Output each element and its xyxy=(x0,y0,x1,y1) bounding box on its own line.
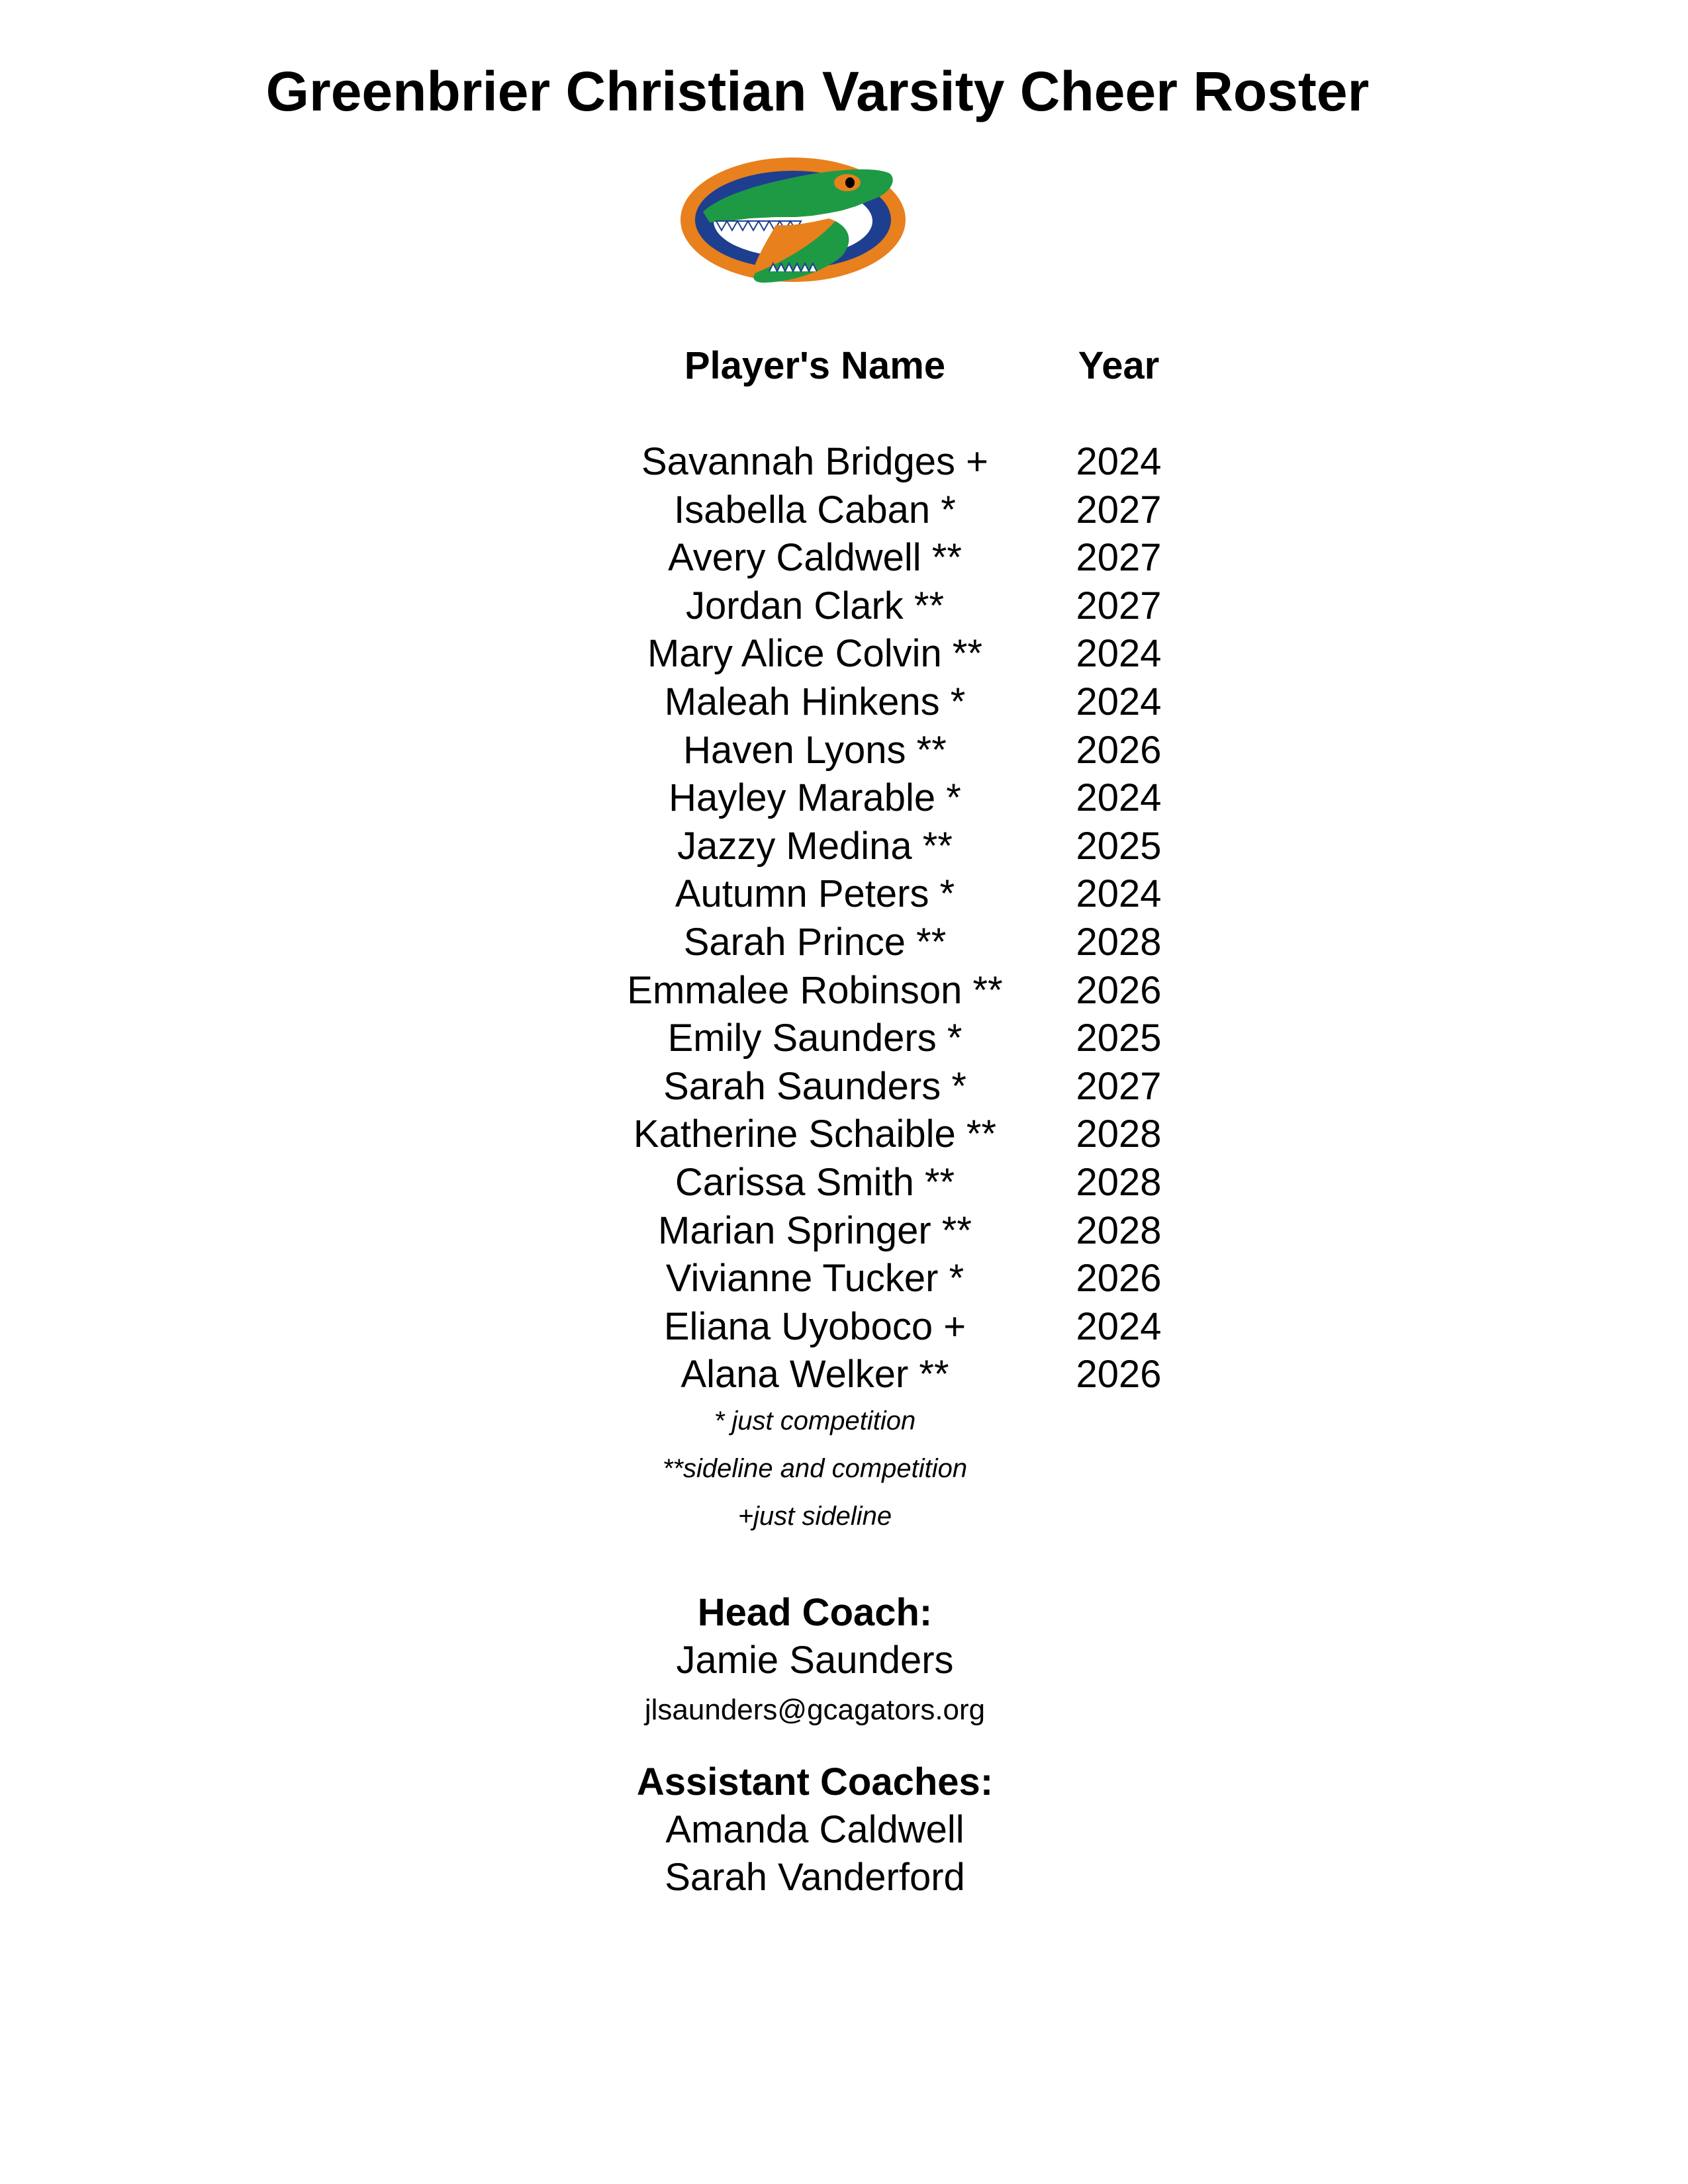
assistant-coaches-label: Assistant Coaches: xyxy=(636,1760,994,1803)
table-row xyxy=(0,534,1688,582)
player-name: Hayley Marable * xyxy=(669,776,961,820)
table-row xyxy=(0,582,1688,631)
player-name: Savannah Bridges + xyxy=(641,440,988,483)
head-coach-email: jlsaunders@gcagators.org xyxy=(644,1694,986,1726)
player-name: Haven Lyons ** xyxy=(683,728,947,772)
table-row xyxy=(0,870,1688,919)
table-row xyxy=(0,1063,1688,1111)
table-row xyxy=(0,774,1688,823)
player-name: Avery Caldwell ** xyxy=(668,536,962,580)
player-year: 2024 xyxy=(1076,632,1162,676)
player-name: Sarah Prince ** xyxy=(683,920,947,964)
head-coach-label: Head Coach: xyxy=(697,1591,933,1634)
player-year: 2024 xyxy=(1076,680,1162,723)
player-name: Emily Saunders * xyxy=(667,1017,962,1060)
table-row xyxy=(0,438,1688,486)
player-name: Isabella Caban * xyxy=(674,488,956,531)
player-year: 2024 xyxy=(1076,872,1162,916)
player-year: 2026 xyxy=(1076,1353,1162,1396)
player-year: 2028 xyxy=(1076,1208,1162,1252)
table-row xyxy=(0,727,1688,775)
table-row xyxy=(0,1015,1688,1063)
player-year: 2026 xyxy=(1076,1257,1162,1300)
table-row xyxy=(0,486,1688,535)
player-year: 2024 xyxy=(1076,776,1162,820)
table-row xyxy=(0,1159,1688,1207)
roster-table xyxy=(0,438,1688,1399)
table-row xyxy=(0,1351,1688,1399)
assistant-coach-name: Sarah Vanderford xyxy=(665,1856,965,1899)
player-name: Jordan Clark ** xyxy=(685,584,945,627)
player-name: Emmalee Robinson ** xyxy=(627,968,1003,1012)
column-header-name: Player's Name xyxy=(684,344,946,387)
table-row xyxy=(0,1111,1688,1159)
player-name: Mary Alice Colvin ** xyxy=(647,632,983,676)
player-year: 2026 xyxy=(1076,728,1162,772)
player-year: 2028 xyxy=(1076,920,1162,964)
table-row xyxy=(0,823,1688,871)
player-year: 2026 xyxy=(1076,968,1162,1012)
assistant-coach-name: Amanda Caldwell xyxy=(665,1808,964,1851)
head-coach-name: Jamie Saunders xyxy=(676,1639,954,1682)
player-name: Vivianne Tucker * xyxy=(665,1257,964,1300)
player-year: 2024 xyxy=(1076,1304,1162,1348)
player-name: Jazzy Medina ** xyxy=(677,824,953,868)
player-name: Alana Welker ** xyxy=(680,1353,949,1396)
table-row xyxy=(0,678,1688,727)
player-name: Marian Springer ** xyxy=(658,1208,972,1252)
player-year: 2025 xyxy=(1076,1017,1162,1060)
player-name: Eliana Uyoboco + xyxy=(663,1304,966,1348)
page-title: Greenbrier Christian Varsity Cheer Roster xyxy=(265,60,1370,122)
player-name: Autumn Peters * xyxy=(675,872,955,916)
table-row xyxy=(0,630,1688,678)
player-year: 2027 xyxy=(1076,536,1162,580)
player-year: 2025 xyxy=(1076,824,1162,868)
player-name: Sarah Saunders * xyxy=(663,1064,966,1108)
player-year: 2027 xyxy=(1076,488,1162,531)
legend-sideline: +just sideline xyxy=(737,1502,892,1531)
player-name: Katherine Schaible ** xyxy=(633,1113,997,1156)
player-year: 2027 xyxy=(1076,584,1162,627)
player-year: 2028 xyxy=(1076,1160,1162,1204)
player-year: 2024 xyxy=(1076,440,1162,483)
player-name: Maleah Hinkens * xyxy=(664,680,966,723)
legend-sideline-and-competition: **sideline and competition xyxy=(662,1454,968,1483)
column-header-year: Year xyxy=(1078,344,1160,387)
gator-logo-icon xyxy=(677,147,910,293)
player-year: 2028 xyxy=(1076,1113,1162,1156)
table-row xyxy=(0,919,1688,967)
legend-competition: * just competition xyxy=(714,1406,916,1435)
table-row xyxy=(0,1255,1688,1303)
table-row xyxy=(0,967,1688,1015)
table-row xyxy=(0,1303,1688,1351)
table-row xyxy=(0,1207,1688,1255)
player-year: 2027 xyxy=(1076,1064,1162,1108)
player-name: Carissa Smith ** xyxy=(675,1160,955,1204)
